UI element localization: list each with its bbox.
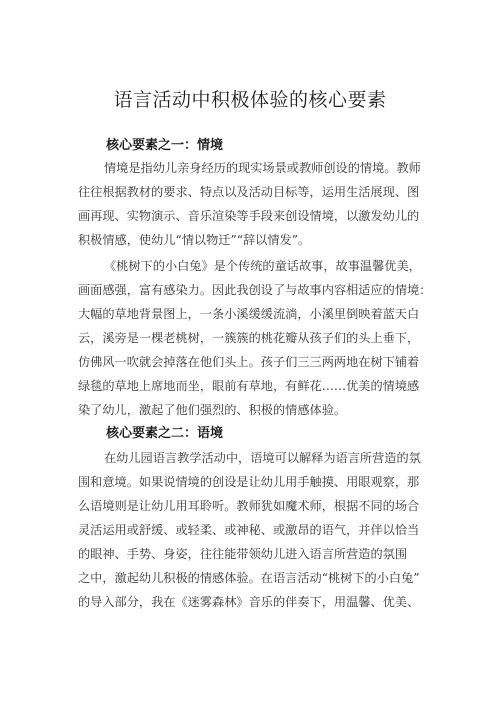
paragraph-line: 往往根据教材的要求、特点以及活动目标等，运用生活展现、图 [78,185,420,199]
paragraph-line: 画再现、实物演示、音乐渲染等手段来创设情境，以激发幼儿的 [78,209,420,223]
paragraph-line: 围和意境。如果说情境的创设是让幼儿用手触摸、用眼观察，那 [78,475,420,489]
document-title: 语言活动中积极体验的核心要素 [113,89,387,111]
section-heading-language: 核心要素之二：语境 [106,426,224,441]
paragraph-line: 染了幼儿，激起了他们强烈的、积极的情感体验。 [78,403,347,417]
paragraph-line: 画面感强，富有感染力。因此我创设了与故事内容相适应的情境： [78,283,432,297]
paragraph-line: 积极情感，使幼儿“情以物迁”“辞以情发”。 [78,233,311,247]
section-heading-context: 核心要素之一：情境 [106,138,224,153]
paragraph-line: 绿毯的草地上席地而坐，眼前有草地，有鲜花……优美的情境感 [78,379,420,393]
paragraph-line: 之中，激起幼儿积极的情感体验。在语言活动“桃树下的小白兔” [78,571,420,585]
paragraph-line: 灵活运用或舒缓、或轻柔、或神秘、或激昂的语气，并伴以恰当 [78,523,420,537]
paragraph-line: 么语境则是让幼儿用耳聆听。教师犹如魔术师，根据不同的场合 [78,499,420,513]
paragraph-line: 《桃树下的小白兔》是个传统的童话故事，故事温馨优美， [104,259,421,273]
paragraph-line: 的导入部分，我在《迷雾森林》音乐的伴奏下，用温馨、优美、 [78,595,420,609]
paragraph-line: 情境是指幼儿亲身经历的现实场景或教师创设的情境。教师 [104,161,421,175]
paragraph-line: 的眼神、手势、身姿，往往能带领幼儿进入语言所营造的氛围 [78,547,408,561]
paragraph-line: 大幅的草地背景图上，一条小溪缓缓流淌，小溪里倒映着蓝天白 [78,307,420,321]
paragraph-line: 仿佛风一吹就会掉落在他们头上。孩子们三三两两地在树下铺着 [78,355,420,369]
paragraph-line: 云，溪旁是一棵老桃树，一簇簇的桃花瓣从孩子们的头上垂下， [78,331,420,345]
paragraph-line: 在幼儿园语言教学活动中，语境可以解释为语言所营造的氛 [104,451,421,465]
